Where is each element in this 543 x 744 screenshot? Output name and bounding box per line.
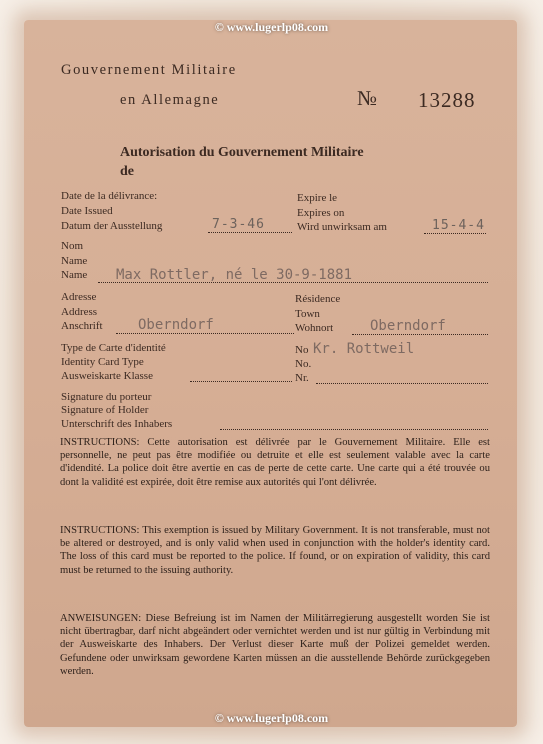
residence-label-en: Town [295, 308, 320, 320]
kreis-value: Kr. Rottweil [313, 341, 415, 357]
residence-label-fr: Résidence [295, 293, 341, 305]
expire-label-de: Wird unwirksam am [297, 221, 387, 233]
name-label-de: Name [61, 269, 88, 281]
signature-label-de: Unterschrift des Inhabers [61, 418, 173, 430]
issue-date-value: 7-3-46 [212, 217, 265, 232]
address-value: Oberndorf [138, 317, 214, 333]
card-title-de: de [120, 164, 134, 179]
signature-label-fr: Signature du porteur [61, 391, 152, 403]
residence-value: Oberndorf [370, 318, 446, 334]
instructions-de: ANWEISUNGEN: Diese Befreiung ist im Namen der Militärregierung ausgestellt worden Sie ist nicht übertragbar, darf nicht abgeändert oder vernichtet werden und ist nur gültig in Verbindung mit der Ausweiskarte des Inhabers. Der Verlust dieser Karte muß der Polizei gemeldet werden. Gefundene oder unwirksam gewordene Karten müssen an die ausstellende Behörde zurückgegeben werden. [60, 613, 490, 677]
signature-line [220, 429, 488, 430]
watermark-top: © www.lugerlp08.com [214, 20, 329, 34]
signature-label-en: Signature of Holder [61, 404, 149, 416]
watermark-bottom: © www.lugerlp08.com [214, 711, 329, 725]
residence-line [352, 334, 488, 335]
header-line1: Gouvernement Militaire [61, 62, 237, 78]
number-sign: № [357, 86, 378, 110]
header-line2: en Allemagne [120, 92, 220, 108]
no-label-en: No. [295, 358, 312, 370]
address-line [116, 333, 294, 334]
idtype-label-de: Ausweiskarte Klasse [61, 370, 153, 382]
no-label-de: Nr. [295, 372, 309, 384]
instructions-fr: INSTRUCTIONS: Cette autorisation est délivrée par le Gouvernement Militaire. Elle est personnelle, ne peut pas être modifiée ou detruite et elle est seulement valable avec la carte d'idendité. La police doit être avertie en cas de perte de cette carte. Une carte qui a été trouvée ou dont la validité est expirée, doit être remise aux autorités qui l'ont délivrée. [60, 437, 490, 488]
name-label-fr: Nom [61, 240, 83, 252]
name-label-en: Name [61, 255, 88, 267]
address-label-fr: Adresse [61, 291, 97, 303]
name-value: Max Rottler, né le 30-9-1881 [116, 267, 353, 283]
expire-date-value: 15-4-4 [432, 218, 485, 233]
address-label-en: Address [61, 306, 98, 318]
expire-label-en: Expires on [297, 207, 345, 219]
issue-label-fr: Date de la délivrance: [61, 190, 158, 202]
address-label-de: Anschrift [61, 320, 103, 332]
idtype-label-en: Identity Card Type [61, 356, 144, 368]
idtype-line [190, 381, 292, 382]
expire-label-fr: Expire le [297, 192, 338, 204]
card-number: 13288 [418, 88, 476, 112]
residence-label-de: Wohnort [295, 322, 334, 334]
expire-date-line [424, 233, 486, 234]
issue-date-line [208, 232, 292, 233]
idtype-label-fr: Type de Carte d'identité [61, 342, 166, 354]
no-line [316, 383, 488, 384]
issue-label-en: Date Issued [61, 205, 113, 217]
card-title: Autorisation du Gouvernement Militaire [120, 145, 364, 160]
no-label-fr: No [295, 344, 309, 356]
instructions-en: INSTRUCTIONS: This exemption is issued by Military Government. It is not transferable, must not be altered or destroyed, and is only valid when used in conjunction with the holder's identity card. The loss of this card must be reported to the police. If found, or on expiration of validity, this card must be returned to the issuing authority. [60, 525, 490, 576]
issue-label-de: Datum der Ausstellung [61, 220, 163, 232]
